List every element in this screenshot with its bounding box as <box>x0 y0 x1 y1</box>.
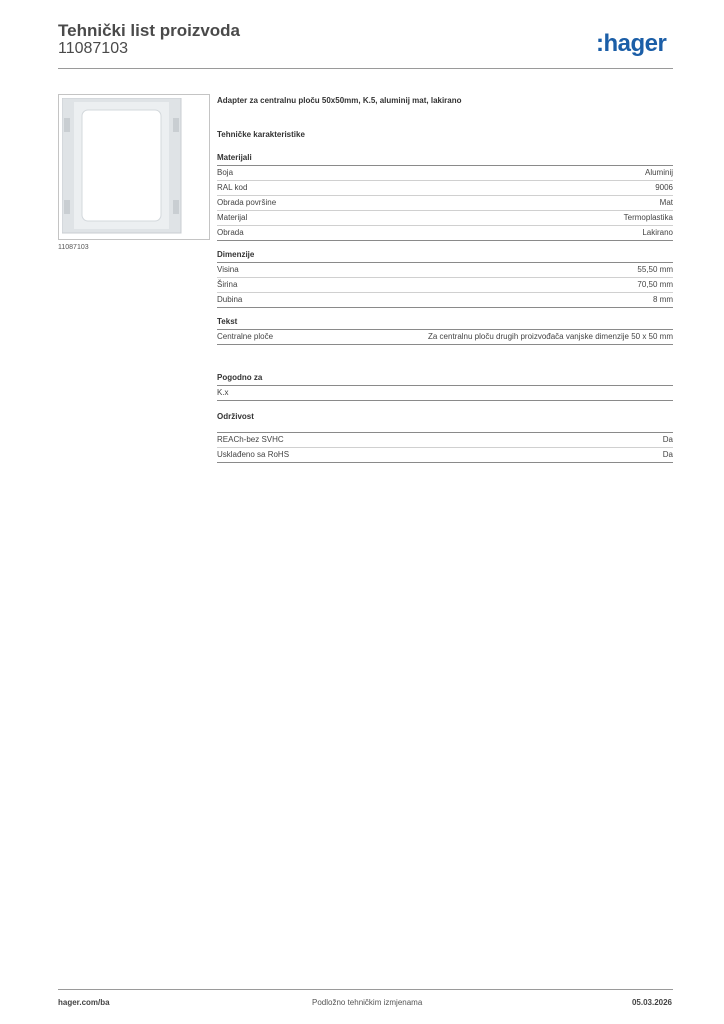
spec-label: Obrada površine <box>217 198 277 207</box>
spec-label: Materijal <box>217 213 248 222</box>
logo-text: hager <box>603 30 667 57</box>
spec-value: Termoplastika <box>623 213 673 222</box>
spec-row <box>217 211 673 226</box>
footer-website-link[interactable]: hager.com/ba <box>58 998 110 1007</box>
group-materijali <box>217 153 673 241</box>
spec-row <box>217 196 673 211</box>
spec-label: RAL kod <box>217 183 248 192</box>
spec-label: Širina <box>217 280 238 289</box>
spec-label: Boja <box>217 168 234 177</box>
spec-content <box>217 96 673 472</box>
group-dimenzije <box>217 250 673 308</box>
product-description: Adapter za centralnu ploču 50x50mm, K.5, aluminij mat, lakirano <box>217 96 462 105</box>
spec-label: Obrada <box>217 228 244 237</box>
group-title: Održivost <box>217 412 673 433</box>
spec-label: Centralne ploče <box>217 332 274 341</box>
spec-label: K.x <box>217 388 229 397</box>
spec-label: Dubina <box>217 295 243 304</box>
product-image-box <box>58 94 210 240</box>
group-title: Materijali <box>217 153 673 166</box>
header-divider <box>58 68 673 69</box>
spec-value: 55,50 mm <box>637 265 673 274</box>
group-title: Tekst <box>217 317 673 330</box>
spec-label: Usklađeno sa RoHS <box>217 450 290 459</box>
group-tekst <box>217 317 673 345</box>
group-title: Dimenzije <box>217 250 673 263</box>
hager-logo <box>596 30 666 58</box>
spec-row <box>217 166 673 181</box>
spec-row <box>217 448 673 463</box>
spec-row <box>217 263 673 278</box>
spec-row <box>217 386 673 401</box>
group-title: Pogodno za <box>217 373 673 386</box>
spec-row <box>217 433 673 448</box>
cover-frame-icon <box>62 98 182 234</box>
page-title: Tehnički list proizvoda <box>58 21 240 40</box>
group-pogodno-za <box>217 373 673 401</box>
spec-row <box>217 226 673 241</box>
spec-value: 9006 <box>655 183 673 192</box>
spec-value: Lakirano <box>642 228 673 237</box>
product-image-caption: 11087103 <box>58 244 89 251</box>
spec-value: 70,50 mm <box>637 280 673 289</box>
footer-note: Podložno tehničkim izmjenama <box>312 998 423 1007</box>
spec-row <box>217 278 673 293</box>
product-code: 11087103 <box>58 40 128 57</box>
spec-value: Za centralnu ploču drugih proizvođača vanjske dimenzije 50 x 50 mm <box>427 332 673 341</box>
spec-value: Aluminij <box>644 168 673 177</box>
spec-value: 8 mm <box>653 295 673 304</box>
spec-value: Mat <box>659 198 673 207</box>
section-title: Tehničke karakteristike <box>217 130 305 139</box>
spec-label: Visina <box>217 265 239 274</box>
spec-value: Da <box>662 450 673 459</box>
spacer <box>217 354 673 373</box>
spec-label: REACh-bez SVHC <box>217 435 284 444</box>
logo-colon-icon: : <box>596 30 604 57</box>
spec-row <box>217 181 673 196</box>
spec-row <box>217 293 673 308</box>
group-odrzivost <box>217 412 673 463</box>
spec-value: Da <box>662 435 673 444</box>
footer-date: 05.03.2026 <box>631 998 672 1007</box>
spec-row <box>217 330 673 345</box>
footer-divider <box>58 989 673 990</box>
